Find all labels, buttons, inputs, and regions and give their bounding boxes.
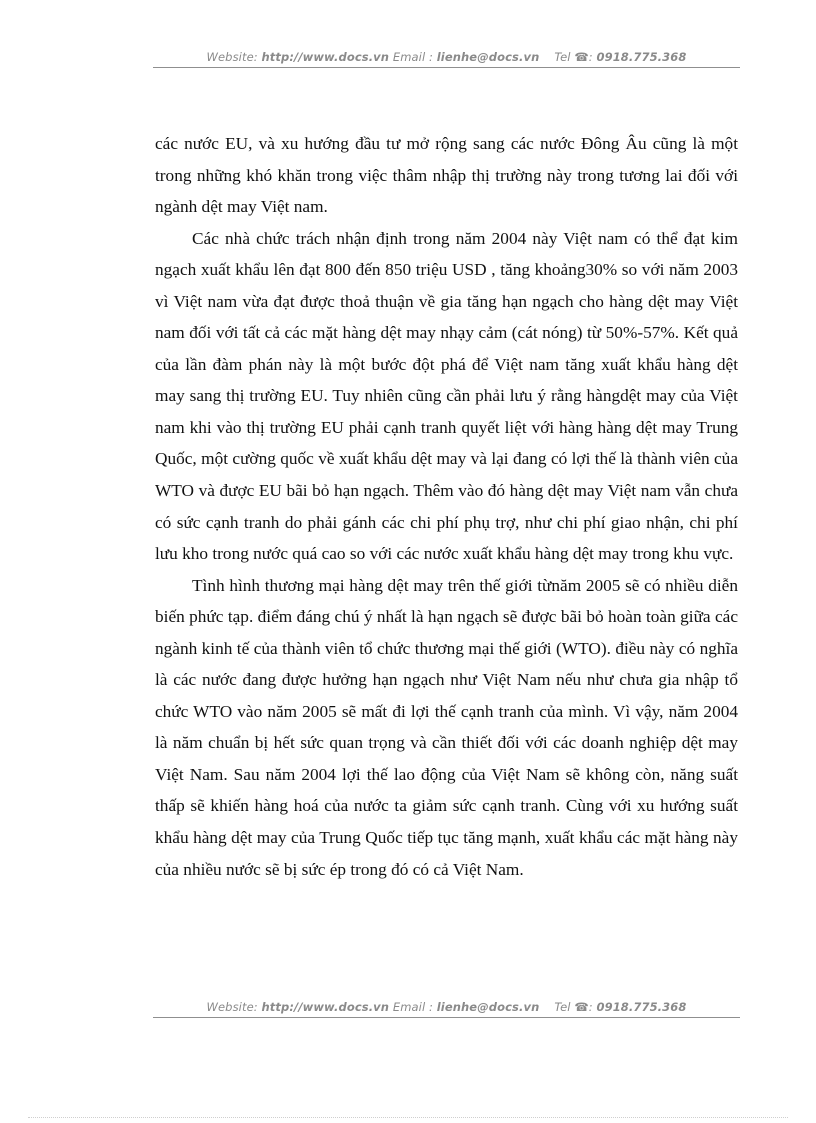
footer-divider <box>153 1017 740 1018</box>
paragraph-world-trade-2005: Tình hình thương mại hàng dệt may trên thế giới từnăm 2005 sẽ có nhiều diễn biến phức tạp. điểm đáng chú ý nhất là hạn ngạch sẽ được bãi bỏ hoàn toàn giữa các ngành kinh tế của thành viên tổ chức thương mại thế giới (WTO). điều này có nghĩa là các nước đang được hưởng hạn ngạch như Việt Nam nếu như chưa gia nhập tổ chức WTO vào năm 2005 sẽ mất đi lợi thế cạnh tranh của mình. Vì vậy, năm 2004 là năm chuẩn bị hết sức quan trọng và cần thiết đối với các doanh nghiệp dệt may Việt Nam. Sau năm 2004 lợi thế lao động của Việt Nam sẽ không còn, năng suất thấp sẽ khiến hàng hoá của nước ta giảm sức cạnh tranh. Cùng với xu hướng suất khẩu hàng dệt may của Trung Quốc tiếp tục tăng mạnh, xuất khẩu các mặt hàng này của nhiều nước sẽ bị sức ép trong đó có cả Việt Nam. <box>155 575 738 879</box>
paragraph-export-forecast: Các nhà chức trách nhận định trong năm 2004 này Việt nam có thể đạt kim ngạch xuất khẩu lên đạt 800 đến 850 triệu USD , tăng khoảng30% so với năm 2003 vì Việt nam vừa đạt được thoả thuận về gia tăng hạn ngạch cho hàng dệt may Việt nam đối với tất cả các mặt hàng dệt may nhạy cảm (cát nóng) từ 50%-57%. Kết quả của lần đàm phán này là một bước đột phá để Việt nam tăng xuất khẩu hàng dệt may sang thị trường EU. Tuy nhiên cũng cần phải lưu ý rằng hàngdệt may của Việt nam khi vào thị trường EU phải cạnh tranh quyết liệt với hàng hàng dệt may Trung Quốc, một cường quốc về xuất khẩu dệt may và lại đang có lợi thế là thành viên của WTO và được EU bãi bỏ hạn ngạch. Thêm vào đó hàng dệt may Việt nam vẫn chưa có sức cạnh tranh do phải gánh các chi phí phụ trợ, như chi phí giao nhận, chi phí lưu kho trong nước quá cao so với các nước xuất khẩu hàng dệt may trong khu vực. <box>155 228 738 564</box>
website-link[interactable]: http://www.docs.vn <box>261 1000 390 1014</box>
website-label: Website: <box>206 50 258 64</box>
tel-number: 0918.775.368 <box>596 50 687 64</box>
page-footer <box>153 1000 740 1014</box>
header-divider <box>153 67 740 68</box>
website-label: Website: <box>206 1000 258 1014</box>
page-header <box>153 50 740 64</box>
page-break-line <box>28 1117 788 1118</box>
paragraph-continuation: các nước EU, và xu hướng đầu tư mở rộng sang các nước Đông Âu cũng là một trong những khó khăn trong việc thâm nhập thị trường này trong tương lai đối với ngành dệt may Việt nam. <box>155 134 738 217</box>
email-link[interactable]: lienhe@docs.vn <box>436 50 540 64</box>
email-label: Email : <box>392 1000 433 1014</box>
email-link[interactable]: lienhe@docs.vn <box>436 1000 540 1014</box>
tel-number: 0918.775.368 <box>596 1000 687 1014</box>
tel-label: Tel ☎: <box>554 50 593 64</box>
tel-label: Tel ☎: <box>554 1000 593 1014</box>
email-label: Email : <box>392 50 433 64</box>
document-body <box>155 128 738 885</box>
website-link[interactable]: http://www.docs.vn <box>261 50 390 64</box>
